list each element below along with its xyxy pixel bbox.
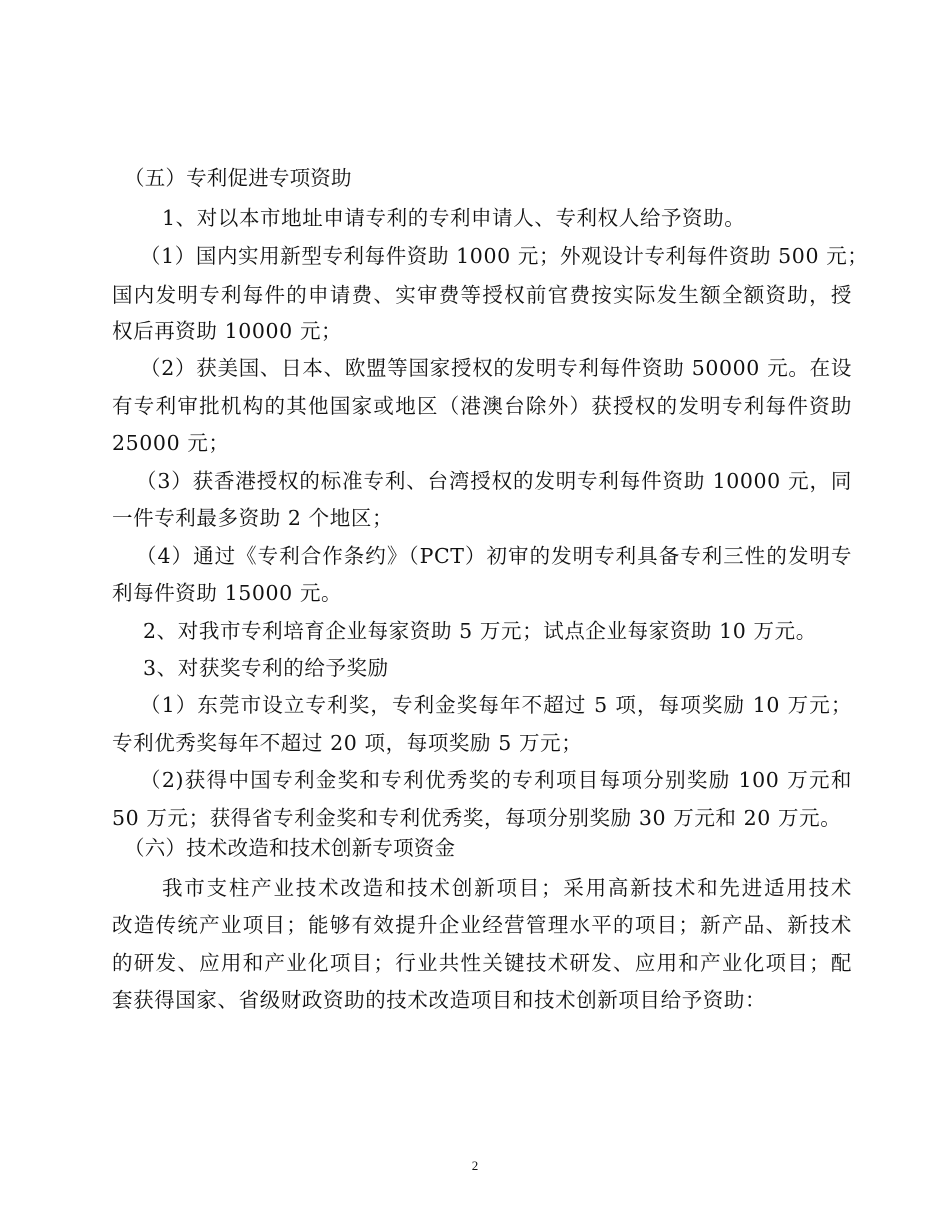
item1-sub1-line2: 国内发明专利每件的申请费、实审费等授权前官费按实际发生额全额资助，授 <box>112 283 852 307</box>
section-six-heading: （六）技术改造和技术创新专项资金 <box>124 836 456 860</box>
item3-intro: 3、对获奖专利的给予奖励 <box>143 656 389 680</box>
section-six-para-line1: 我市支柱产业技术改造和技术创新项目；采用高新技术和先进适用技术 <box>162 876 852 900</box>
item1-sub2-line1: （2）获美国、日本、欧盟等国家授权的发明专利每件资助 50000 元。在设 <box>140 356 852 380</box>
item1-sub2-line2: 有专利审批机构的其他国家或地区（港澳台除外）获授权的发明专利每件资助 <box>112 394 852 418</box>
item1-sub2-line3: 25000 元； <box>112 431 230 455</box>
item1-sub3-line2: 一件专利最多资助 2 个地区； <box>112 506 394 530</box>
item1-sub4-line1: （4）通过《专利合作条约》（PCT）初审的发明专利具备专利三性的发明专 <box>136 544 852 568</box>
item3-sub1-line2: 专利优秀奖每年不超过 20 项，每项奖励 5 万元； <box>112 731 583 755</box>
item2: 2、对我市专利培育企业每家资助 5 万元；试点企业每家资助 10 万元。 <box>143 619 817 643</box>
page-number: 2 <box>471 1158 479 1173</box>
item3-sub2-line2: 50 万元；获得省专利金奖和专利优秀奖，每项分别奖励 30 万元和 20 万元。 <box>112 806 842 830</box>
item3-sub1-line1: （1）东莞市设立专利奖，专利金奖每年不超过 5 项，每项奖励 10 万元； <box>140 693 852 717</box>
item1-sub4-line2: 利每件资助 15000 元。 <box>112 581 343 605</box>
section-six-para-line4: 套获得国家、省级财政资助的技术改造项目和技术创新项目给予资助： <box>112 988 767 1012</box>
section-six-para-line3: 的研发、应用和产业化项目；行业共性关键技术研发、应用和产业化项目；配 <box>112 951 852 975</box>
section-five-heading: （五）专利促进专项资助 <box>124 166 352 190</box>
item3-sub2-line1: （2)获得中国专利金奖和专利优秀奖的专利项目每项分别奖励 100 万元和 <box>140 768 852 792</box>
item1-sub1-line3: 权后再资助 10000 元； <box>112 319 343 343</box>
item1-intro: 1、对以本市地址申请专利的专利申请人、专利权人给予资助。 <box>162 206 746 230</box>
item1-sub3-line1: （3）获香港授权的标准专利、台湾授权的发明专利每件资助 10000 元，同 <box>136 469 852 493</box>
item1-sub1-line1: （1）国内实用新型专利每件资助 1000 元；外观设计专利每件资助 500 元； <box>140 244 869 268</box>
section-six-para-line2: 改造传统产业项目；能够有效提升企业经营管理水平的项目；新产品、新技术 <box>112 913 852 937</box>
